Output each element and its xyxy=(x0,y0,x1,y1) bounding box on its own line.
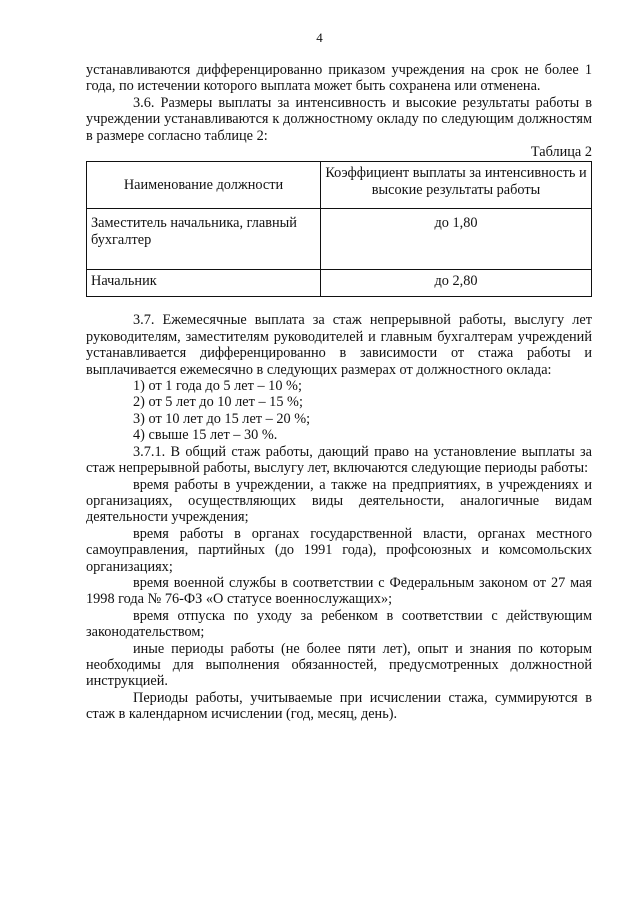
paragraph-3-7-1: 3.7.1. В общий стаж работы, дающий право на установление выплаты за стаж непрерывной работы, выслугу лет, включаются следующие периоды работы: xyxy=(86,443,592,477)
list-item: 1) от 1 года до 5 лет – 10 %; xyxy=(133,378,302,395)
table-header-row xyxy=(87,162,592,209)
table-row xyxy=(87,270,592,297)
list-item: 4) свыше 15 лет – 30 %. xyxy=(133,427,278,444)
table-caption: Таблица 2 xyxy=(530,144,592,161)
cell-coefficient: до 2,80 xyxy=(321,270,592,297)
header-coefficient: Коэффициент выплаты за интенсивность и высокие результаты работы xyxy=(321,162,592,209)
paragraph-closing: Периоды работы, учитываемые при исчислении стажа, суммируются в стаж в календарном исчислении (год, месяц, день). xyxy=(86,689,592,723)
period-item: время отпуска по уходу за ребенком в соответствии с действующим законодательством; xyxy=(86,607,592,641)
cell-coefficient: до 1,80 xyxy=(321,209,592,270)
table-row xyxy=(87,209,592,270)
document-body xyxy=(86,62,592,723)
positions-table xyxy=(86,161,592,297)
period-item: время военной службы в соответствии с Федеральным законом от 27 мая 1998 года № 76-ФЗ «О статусе военнослужащих»; xyxy=(86,574,592,608)
period-item: иные периоды работы (не более пяти лет), опыт и знания по которым необходимы для выполнения обязанностей, предусмотренных должностной инструкцией. xyxy=(86,640,592,690)
header-position: Наименование должности xyxy=(87,162,321,209)
period-item: время работы в учреждении, а также на предприятиях, в учреждениях и организациях, осуществляющих виды деятельности, аналогичные видам деятельности учреждения; xyxy=(86,476,592,526)
paragraph-continuation: устанавливаются дифференцированно приказом учреждения на срок не более 1 года, по истечении которого выплата может быть сохранена или отменена. xyxy=(86,62,592,95)
paragraph-3-7: 3.7. Ежемесячные выплата за стаж непрерывной работы, выслугу лет руководителям, заместителям руководителей и главным бухгалтерам учреждений устанавливается дифференцированно в зависимости от стажа работы и выплачивается ежемесячно в следующих размерах от должностного оклада: xyxy=(86,312,592,378)
list-item: 2) от 5 лет до 10 лет – 15 %; xyxy=(133,394,303,411)
period-item: время работы в органах государственной власти, органах местного самоуправления, партийных (до 1991 года), профсоюзных и комсомольских организациях; xyxy=(86,525,592,575)
cell-position: Начальник xyxy=(87,270,321,297)
paragraph-3-6: 3.6. Размеры выплаты за интенсивность и высокие результаты работы в учреждении устанавливаются к должностному окладу по следующим должностям в размере согласно таблице 2: xyxy=(86,94,592,144)
list-item: 3) от 10 лет до 15 лет – 20 %; xyxy=(133,410,311,427)
cell-position: Заместитель начальника, главный бухгалтер xyxy=(87,209,321,270)
page-number: 4 xyxy=(316,30,323,45)
